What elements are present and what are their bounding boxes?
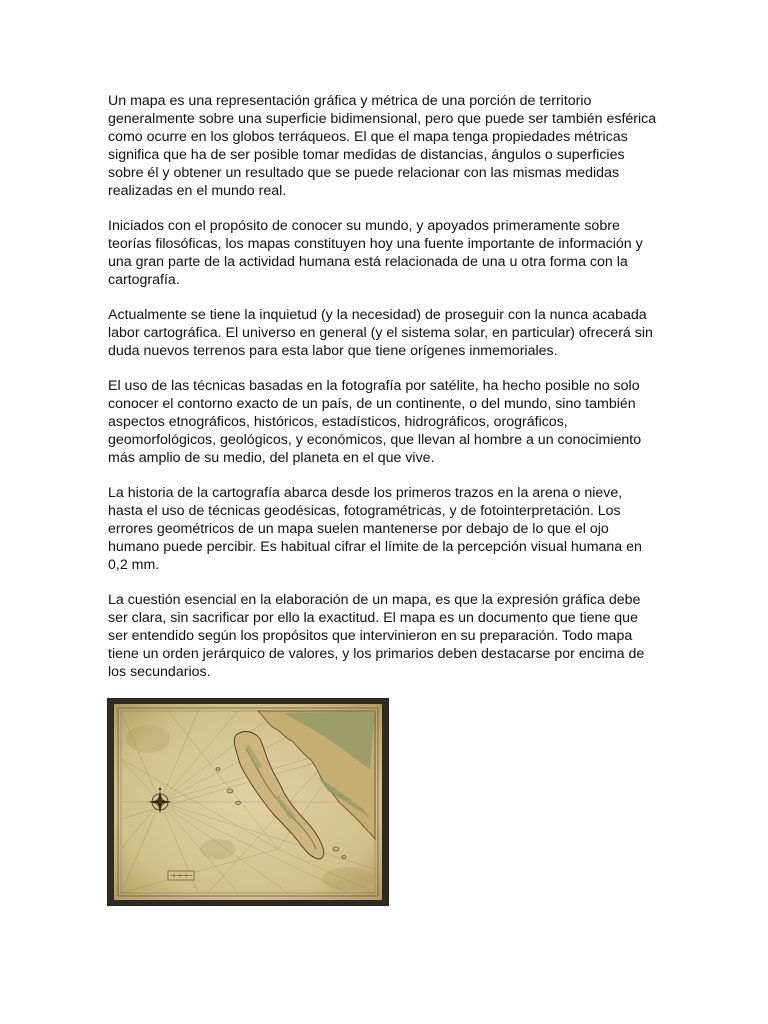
map-illustration [108,699,388,905]
document-body [108,92,660,681]
scale-cartouche [168,871,194,880]
paragraph-1: Un mapa es una representación gráfica y métrica de una porción de territorio generalmente sobre una superficie bidimensional, pero que puede ser también esférica como ocurre en los globos terráqueos. El que el mapa tenga propiedades métricas significa que ha de ser posible tomar medidas de distancias, ángulos o superficies sobre él y obtener un resultado que se puede relacionar con las mismas medidas realizadas en el mundo real. [108,93,657,199]
paragraph-2: Iniciados con el propósito de conocer su mundo, y apoyados primeramente sobre teorías filosóficas, los mapas constituyen hoy una fuente importante de información y una gran parte de la actividad humana está relacionada de una u otra forma con la cartografía. [108,218,643,288]
paragraph-5: La historia de la cartografía abarca desde los primeros trazos en la arena o nieve, hasta el uso de técnicas geodésicas, fotogramétricas, y de fotointerpretación. Los errores geométricos de un mapa suelen mantenerse por debajo de lo que el ojo humano puede percibir. Es habitual cifrar el límite de la percepción visual humana en 0,2 mm. [108,485,642,573]
paragraph-4: El uso de las técnicas basadas en la fotografía por satélite, ha hecho posible no solo conocer el contorno exacto de un país, de un continente, o del mundo, sino también aspectos etnográficos, históricos, estadísticos, hidrográficos, orográficos, geomorfológicos, geológicos, y económicos, que llevan al hombre a un conocimiento más amplio de su medio, del planeta en el que vive. [108,378,642,466]
paragraph-3: Actualmente se tiene la inquietud (y la necesidad) de proseguir con la nunca acabada labor cartográfica. El universo en general (y el sistema solar, en particular) ofrecerá sin duda nuevos terrenos para esta labor que tiene orígenes inmemoriales. [108,307,653,359]
antique-map-image [107,698,389,906]
paragraph-6: La cuestión esencial en la elaboración de un mapa, es que la expresión gráfica debe ser clara, sin sacrificar por ello la exactitud. El mapa es un documento que tiene que ser entendido según los propósitos que intervinieron en su preparación. Todo mapa tiene un orden jerárquico de valores, y los primarios deben destacarse por encima de los secundarios. [108,592,645,680]
